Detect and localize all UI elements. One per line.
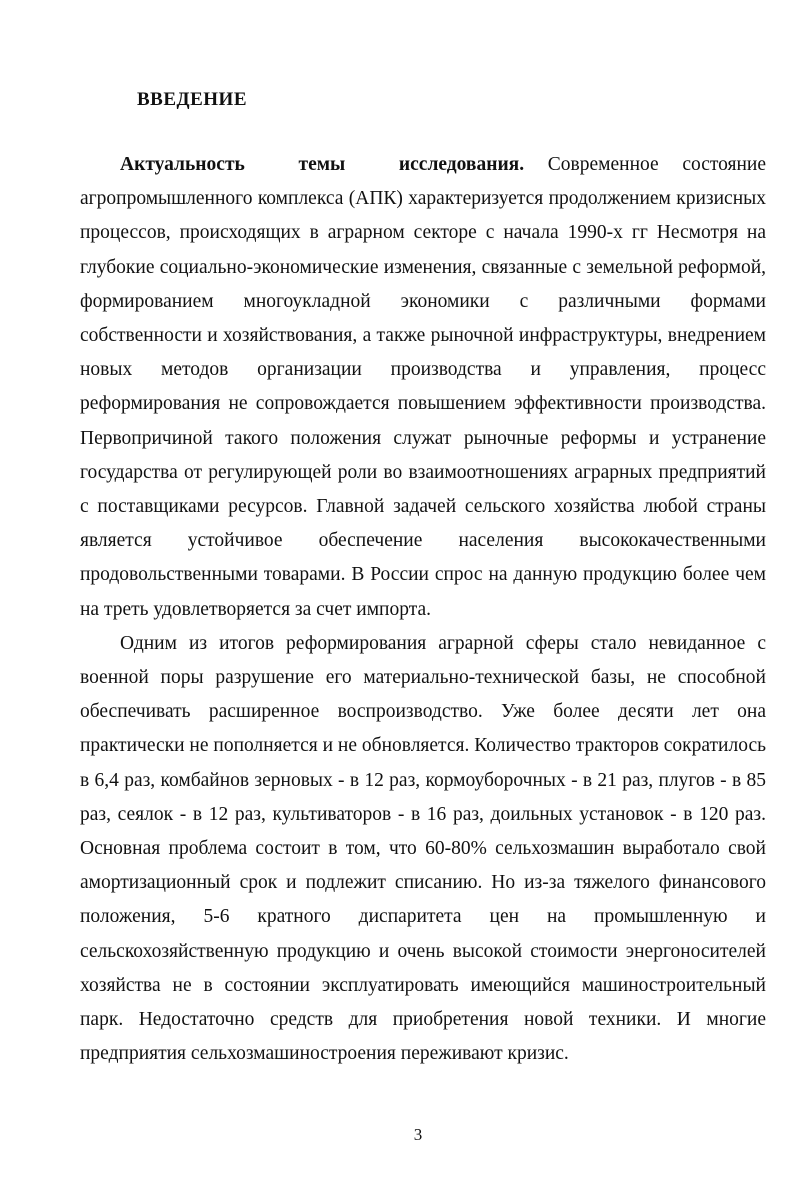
page-number: 3 <box>413 1125 423 1144</box>
body-text <box>80 148 766 1071</box>
paragraph-text: Одним из итогов реформирования аграрной сферы стало невиданное с военной поры разрушение его материально-технической базы, не способной обеспечивать расширенное воспроизводство. Уже более десяти лет она практически не пополняется и не обновляется. Количество тракторов сократилось в 6,4 раз, комбайнов зерновых - в 12 раз, кормоуборочных - в 21 раз, плугов - в 85 раз, сеялок - в 12 раз, культиваторов - в 16 раз, доильных установок - в 120 раз. Основная проблема состоит в том, что 60-80% сельхозмашин выработало свой амортизационный срок и подлежит списанию. Но из-за тяжелого финансового положения, 5-6 кратного диспаритета цен на промышленную и сельскохозяйственную продукцию и очень высокой стоимости энергоносителей хозяйства не в состоянии эксплуатировать имеющийся машиностроительный парк. Недостаточно средств для приобретения новой техники. И многие предприятия сельхозмашиностроения переживают кризис. <box>80 632 766 1065</box>
section-heading: ВВЕДЕНИЕ <box>137 89 247 110</box>
paragraph-machinery <box>80 627 766 1072</box>
paragraph-text: Современное состояние агропромышленного комплекса (АПК) характеризуется продолжением кризисных процессов, происходящих в аграрном секторе с начала 1990-х гг Несмотря на глубокие социально-экономические изменения, связанные с земельной реформой, формированием многоукладной экономики с различными формами собственности и хозяйствования, а также рыночной инфраструктуры, внедрением новых методов организации производства и управления, процесс реформирования не сопровождается повышением эффективности производства. Первопричиной такого положения служат рыночные реформы и устранение государства от регулирующей роли во взаимоотношениях аграрных предприятий с поставщиками ресурсов. Главной задачей сельского хозяйства любой страны является устойчивое обеспечение населения высококачественными продовольственными товарами. В России спрос на данную продукцию более чем на треть удовлетворяется за счет импорта. <box>80 154 767 620</box>
paragraph-lead: Актуальность темы исследования. <box>120 154 525 175</box>
paragraph-relevance <box>80 148 766 627</box>
